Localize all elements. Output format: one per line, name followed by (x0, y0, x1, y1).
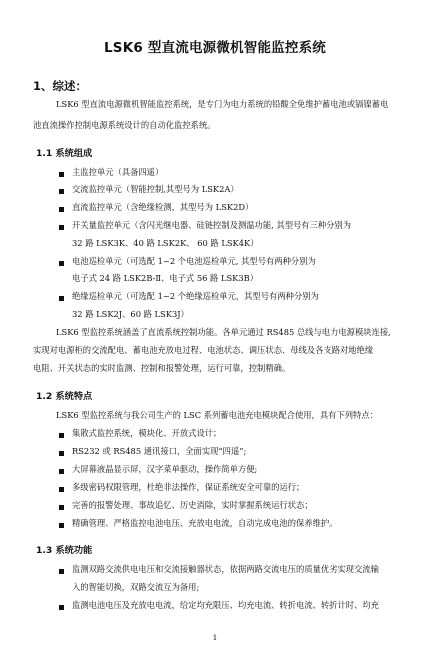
list-item: 交流监控单元（智能控制,其型号为 LSK2A） (72, 184, 239, 194)
bullet-square-icon (59, 189, 64, 194)
section-heading-system-functions: 1.3 系统功能 (36, 545, 93, 556)
section-heading-system-features: 1.2 系统特点 (36, 391, 93, 402)
section-heading-system-composition: 1.1 系统组成 (36, 148, 93, 159)
bullet-square-icon (59, 296, 64, 301)
list-item: 完善的报警处理、事故追忆、历史消除，实时掌握系统运行状态； (72, 500, 313, 510)
paragraph-line: LSK6 型监控系统涵盖了直流系统控制功能。各单元通过 RS485 总线与电力电源模块连接, (56, 327, 391, 337)
bullet-square-icon (59, 451, 64, 456)
bullet-square-icon (59, 225, 64, 230)
list-item: 开关量监控单元（含闪光继电器、硅链控制及测温功能, 其型号有三种分别为 (72, 220, 352, 230)
list-item: 集散式监控系统，模块化、开放式设计； (72, 428, 222, 438)
list-item: 监测双路交流供电电压和交流接触器状态，依据两路交流电压的质量优劣实现交流输 (72, 564, 379, 574)
list-item: 监测电池电压及充放电电流，给定均充限压、均充电流、转折电流、转折计时、均充 (72, 600, 379, 610)
list-item: 多级密码权限管理，杜绝非法操作，保证系统安全可靠的运行； (72, 482, 305, 492)
bullet-square-icon (59, 261, 64, 266)
bullet-square-icon (59, 505, 64, 510)
list-item-continuation: 32 路 LSK3K、40 路 LSK2K、 60 路 LSK4K） (72, 238, 259, 248)
bullet-square-icon (59, 469, 64, 474)
paragraph-line: 电阻、开关状态的实时监测、控制和报警处理，运行可靠，控制精确。 (33, 363, 291, 373)
list-item: 绝缘巡检单元（可选配 1~2 个绝缘巡检单元，其型号有两种分别为 (72, 291, 319, 301)
bullet-square-icon (59, 605, 64, 610)
bullet-square-icon (59, 487, 64, 492)
section-heading-overview: 1、综述： (33, 79, 88, 93)
paragraph-line: LSK6 型监控系统与我公司生产的 LSC 系列蓄电池充电模块配合使用，具有下列特点： (56, 410, 378, 420)
bullet-square-icon (59, 207, 64, 212)
list-item-continuation: 电子式 24 路 LSK2B-Ⅱ、电子式 56 路 LSK3B） (72, 273, 259, 283)
bullet-square-icon (59, 172, 64, 177)
page-number: 1 (212, 633, 218, 642)
document-title: LSK6 型直流电源微机智能监控系统 (104, 40, 326, 56)
list-item-continuation: 32 路 LSK2J、60 路 LSK3J） (72, 309, 189, 319)
list-item: RS232 或 RS485 通讯接口，全面实现“四遥”; (72, 446, 247, 456)
bullet-square-icon (59, 433, 64, 438)
bullet-square-icon (59, 569, 64, 574)
list-item: 直流监控单元（含绝缘检测，其型号为 LSK2D） (72, 202, 254, 212)
list-item: 精确管理、严格监控电池电压、充放电电流，自动完成电池的保养维护。 (72, 518, 338, 528)
list-item: 主监控单元（具备四遥） (72, 167, 164, 177)
paragraph-line: 池直流操作控制电源系统设计的自动化监控系统。 (33, 120, 216, 130)
list-item: 大屏幕液晶显示屏，汉字菜单驱动，操作简单方便; (72, 464, 258, 474)
paragraph-line: 实现对电源柜的交流配电、蓄电池充放电过程、电池状态、调压状态、母线及各支路对地绝缘 (33, 345, 374, 355)
bullet-square-icon (59, 523, 64, 528)
paragraph-line: LSK6 型直流电源微机智能监控系统，是专门为电力系统的铅酸全免维护蓄电池或镉镍蓄电 (56, 99, 389, 109)
list-item: 电池巡检单元（可选配 1~2 个电池巡检单元, 其型号有两种分别为 (72, 256, 316, 266)
list-item-continuation: 入的智能切换，双路交流互为备用; (72, 582, 200, 592)
